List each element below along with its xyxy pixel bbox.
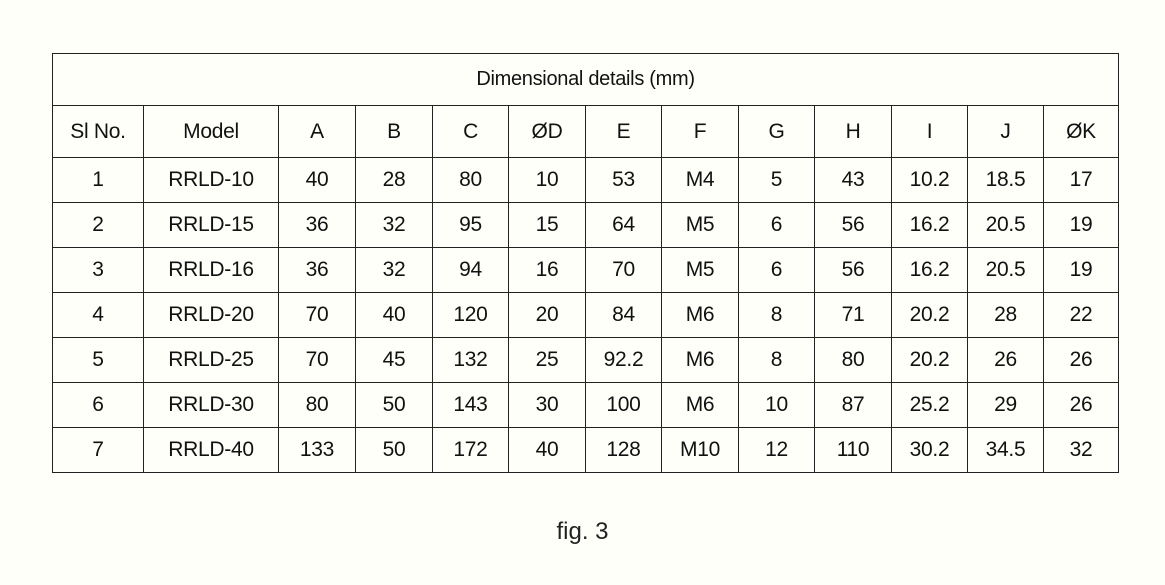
table-cell: 25: [509, 338, 586, 383]
table-cell: 20.5: [968, 203, 1044, 248]
table-cell: 28: [356, 158, 433, 203]
table-row: [53, 203, 1119, 248]
column-header: B: [356, 106, 433, 158]
table-cell: M6: [662, 338, 739, 383]
table-cell: 2: [53, 203, 144, 248]
table-cell: 15: [509, 203, 586, 248]
table-cell: 132: [433, 338, 509, 383]
table-cell: 1: [53, 158, 144, 203]
table-cell: 20.2: [892, 293, 968, 338]
table-cell: 12: [739, 428, 815, 473]
column-header: C: [433, 106, 509, 158]
table-cell: RRLD-16: [144, 248, 279, 293]
dimensions-table-container: [52, 53, 1118, 473]
table-cell: 32: [356, 203, 433, 248]
table-cell: 36: [279, 248, 356, 293]
table-cell: 5: [53, 338, 144, 383]
table-cell: 100: [586, 383, 662, 428]
table-row: [53, 293, 1119, 338]
table-cell: 19: [1044, 203, 1119, 248]
table-cell: 94: [433, 248, 509, 293]
table-cell: 43: [815, 158, 892, 203]
column-header: H: [815, 106, 892, 158]
column-header: Model: [144, 106, 279, 158]
table-cell: 10: [739, 383, 815, 428]
table-cell: 70: [279, 293, 356, 338]
table-cell: M5: [662, 248, 739, 293]
table-cell: 30.2: [892, 428, 968, 473]
table-row: [53, 158, 1119, 203]
column-header: ØD: [509, 106, 586, 158]
table-cell: 56: [815, 248, 892, 293]
table-cell: 80: [815, 338, 892, 383]
table-cell: M6: [662, 383, 739, 428]
table-cell: 50: [356, 428, 433, 473]
table-cell: RRLD-10: [144, 158, 279, 203]
table-cell: 6: [739, 203, 815, 248]
table-cell: 32: [1044, 428, 1119, 473]
table-row: [53, 338, 1119, 383]
table-cell: 87: [815, 383, 892, 428]
table-cell: 7: [53, 428, 144, 473]
table-cell: 172: [433, 428, 509, 473]
table-cell: M10: [662, 428, 739, 473]
table-cell: 10: [509, 158, 586, 203]
column-header: A: [279, 106, 356, 158]
table-title: Dimensional details (mm): [53, 54, 1119, 106]
table-body: [53, 158, 1119, 473]
table-cell: 26: [968, 338, 1044, 383]
table-cell: 95: [433, 203, 509, 248]
table-cell: 26: [1044, 338, 1119, 383]
table-cell: RRLD-30: [144, 383, 279, 428]
table-row: [53, 428, 1119, 473]
column-header: F: [662, 106, 739, 158]
table-cell: 92.2: [586, 338, 662, 383]
column-header: G: [739, 106, 815, 158]
table-cell: 30: [509, 383, 586, 428]
table-cell: 70: [279, 338, 356, 383]
table-cell: 20.5: [968, 248, 1044, 293]
table-cell: 128: [586, 428, 662, 473]
table-cell: 71: [815, 293, 892, 338]
column-header: I: [892, 106, 968, 158]
table-cell: 36: [279, 203, 356, 248]
table-cell: 40: [356, 293, 433, 338]
table-cell: 3: [53, 248, 144, 293]
table-row: [53, 248, 1119, 293]
table-cell: 84: [586, 293, 662, 338]
table-cell: 110: [815, 428, 892, 473]
table-cell: 16: [509, 248, 586, 293]
table-cell: 53: [586, 158, 662, 203]
table-cell: 18.5: [968, 158, 1044, 203]
table-cell: RRLD-25: [144, 338, 279, 383]
table-cell: M5: [662, 203, 739, 248]
table-cell: 133: [279, 428, 356, 473]
table-cell: 40: [279, 158, 356, 203]
table-cell: 80: [433, 158, 509, 203]
table-header-row: [53, 106, 1119, 158]
table-cell: 80: [279, 383, 356, 428]
table-cell: 6: [53, 383, 144, 428]
table-cell: 22: [1044, 293, 1119, 338]
table-cell: RRLD-20: [144, 293, 279, 338]
table-cell: 29: [968, 383, 1044, 428]
table-cell: 143: [433, 383, 509, 428]
table-cell: 20.2: [892, 338, 968, 383]
figure-caption: fig. 3: [556, 518, 609, 545]
column-header: ØK: [1044, 106, 1119, 158]
table-cell: 120: [433, 293, 509, 338]
column-header: J: [968, 106, 1044, 158]
table-cell: RRLD-40: [144, 428, 279, 473]
table-cell: 25.2: [892, 383, 968, 428]
table-cell: 6: [739, 248, 815, 293]
table-cell: 19: [1044, 248, 1119, 293]
table-cell: 56: [815, 203, 892, 248]
table-cell: 16.2: [892, 203, 968, 248]
table-cell: 10.2: [892, 158, 968, 203]
table-cell: 4: [53, 293, 144, 338]
table-cell: 8: [739, 338, 815, 383]
table-cell: 16.2: [892, 248, 968, 293]
table-cell: 34.5: [968, 428, 1044, 473]
dimensions-table: [52, 53, 1119, 473]
table-cell: RRLD-15: [144, 203, 279, 248]
table-cell: 8: [739, 293, 815, 338]
table-cell: 17: [1044, 158, 1119, 203]
table-cell: M4: [662, 158, 739, 203]
table-cell: 70: [586, 248, 662, 293]
table-cell: 20: [509, 293, 586, 338]
table-cell: 40: [509, 428, 586, 473]
column-header: Sl No.: [53, 106, 144, 158]
table-cell: 32: [356, 248, 433, 293]
table-cell: 5: [739, 158, 815, 203]
table-cell: M6: [662, 293, 739, 338]
table-cell: 50: [356, 383, 433, 428]
table-cell: 26: [1044, 383, 1119, 428]
table-cell: 45: [356, 338, 433, 383]
column-header: E: [586, 106, 662, 158]
table-cell: 28: [968, 293, 1044, 338]
table-row: [53, 383, 1119, 428]
table-cell: 64: [586, 203, 662, 248]
